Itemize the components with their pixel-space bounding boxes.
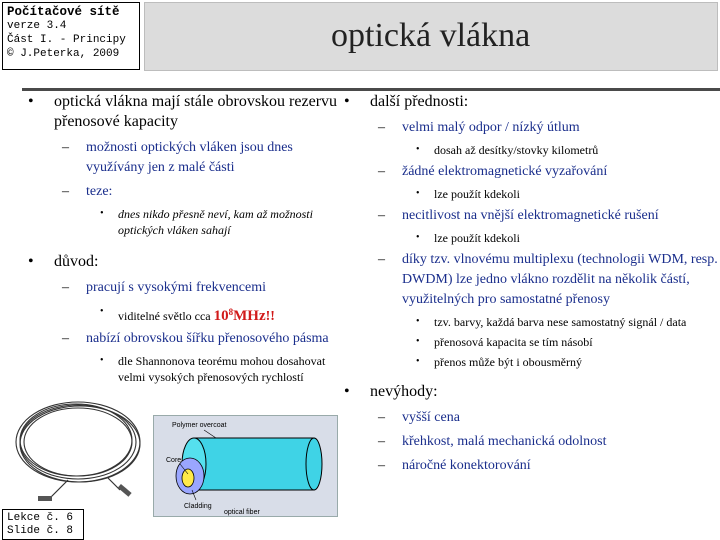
fiber-diagram-svg — [154, 416, 337, 516]
frequency-prefix: viditelné světlo cca — [118, 309, 214, 323]
left-column — [22, 92, 342, 389]
right-column — [338, 92, 720, 480]
diagram-caption: optical fiber — [224, 509, 260, 516]
sub-item: – křehkost, malá mechanická odolnost — [378, 434, 607, 449]
lecture-number: Lekce č. 6 — [7, 512, 74, 524]
sub-item-text: díky tzv. vlnovému multiplexu (technologii WDM, resp. DWDM) lze jedno vlákno rozdělit na několik částí, využitelných pro samostatné přenosy — [402, 252, 718, 307]
frequency-unit: MHz — [233, 308, 266, 324]
core-label: Core — [166, 457, 182, 464]
optical-fiber-diagram — [153, 415, 338, 517]
sub-item: – možnosti optických vláken jsou dnes využívány jen z malé části — [62, 140, 293, 175]
sub-item: – velmi malý odpor / nízký útlum — [378, 120, 580, 135]
course-name: Počítačové sítě — [7, 5, 120, 19]
sub-sub-item: • lze použít kdekoli — [416, 187, 520, 201]
sub-sub-item-text: tzv. barvy, každá barva nese samostatný signál / data — [434, 315, 687, 329]
bullet-text: nevýhody: — [370, 383, 438, 400]
sub-item: – vyšší cena — [378, 410, 460, 425]
sub-item: – teze: — [62, 184, 113, 199]
course-version: verze 3.4 — [7, 20, 67, 32]
bullet-text: důvod: — [54, 253, 99, 270]
fiber-coil-illustration — [8, 392, 158, 507]
course-info-box — [2, 2, 140, 70]
sub-item: – žádné elektromagnetické vyzařování — [378, 164, 608, 179]
sub-item-text: možnosti optických vláken jsou dnes využívány jen z malé části — [86, 140, 293, 175]
sub-item-text: náročné konektorování — [402, 458, 531, 473]
sub-item-text: pracují s vysokými frekvencemi — [86, 280, 267, 295]
slide-title: optická vlákna — [331, 17, 531, 54]
bullet-item: • další přednosti: — [344, 93, 469, 110]
sub-item-text: nabízí obrovskou šířku přenosového pásma — [86, 331, 329, 346]
sub-sub-item-text: lze použít kdekoli — [434, 231, 520, 245]
frequency-suffix: !! — [265, 309, 275, 324]
sub-item-text: velmi malý odpor / nízký útlum — [402, 120, 580, 135]
sub-item-text: vyšší cena — [402, 410, 460, 425]
sub-item-text: žádné elektromagnetické vyzařování — [402, 164, 608, 179]
bullet-item: • optická vlákna mají stále obrovskou rezervu přenosové kapacity — [28, 93, 338, 130]
bullet-item: • nevýhody: — [344, 383, 438, 400]
sub-sub-item: • lze použít kdekoli — [416, 231, 520, 245]
course-part: Část I. - Principy — [7, 34, 126, 46]
sub-item: – necitlivost na vnější elektromagnetické rušení — [378, 208, 659, 223]
sub-item-text: necitlivost na vnější elektromagnetické rušení — [402, 208, 659, 223]
slide-number: Slide č. 8 — [7, 525, 74, 537]
frequency-exponent: 8 — [228, 307, 234, 317]
sub-sub-item: • přenos může být i obousměrný — [416, 355, 582, 369]
sub-sub-item: • přenosová kapacita se tím násobí — [416, 335, 593, 349]
sub-sub-item-text: dosah až desítky/stovky kilometrů — [434, 143, 599, 157]
sub-sub-item-text: přenosová kapacita se tím násobí — [434, 335, 593, 349]
slide-footer — [2, 509, 84, 540]
sub-item-text: křehkost, malá mechanická odolnost — [402, 434, 607, 449]
sub-sub-item: • dnes nikdo přesně neví, kam až možnosti optických vláken sahají — [100, 207, 313, 237]
sub-sub-item: • viditelné světlo cca $10^8MHz$!! — [100, 306, 275, 324]
bullet-text: optická vlákna mají stále obrovskou rezervu přenosové kapacity — [54, 93, 338, 130]
sub-item: – díky tzv. vlnovému multiplexu (technologii WDM, resp. DWDM) lze jedno vlákno rozdělit na několik částí, využitelných pro samostatné přenosy — [378, 252, 718, 307]
polymer-label: Polymer overcoat — [172, 422, 227, 429]
course-author: © J.Peterka, 2009 — [7, 48, 120, 60]
sub-sub-item-text: dnes nikdo přesně neví, kam až možnosti optických vláken sahají — [118, 207, 313, 237]
bullet-text: další přednosti: — [370, 93, 469, 110]
sub-sub-item-text: přenos může být i obousměrný — [434, 355, 582, 369]
sub-item-text: teze: — [86, 184, 113, 199]
sub-sub-item: • dle Shannonova teorému mohou dosahovat velmi vysokých přenosových rychlostí — [100, 354, 326, 384]
sub-item: – nabízí obrovskou šířku přenosového pásma — [62, 331, 329, 346]
sub-item: – náročné konektorování — [378, 458, 531, 473]
cladding-label: Cladding — [184, 503, 212, 510]
sub-sub-item: • dosah až desítky/stovky kilometrů — [416, 143, 599, 157]
title-bar — [144, 2, 718, 71]
title-divider — [22, 88, 720, 91]
frequency-base: 10 — [213, 308, 229, 324]
bullet-item: • důvod: — [28, 253, 99, 270]
sub-sub-item-text: dle Shannonova teorému mohou dosahovat velmi vysokých přenosových rychlostí — [118, 354, 326, 384]
sub-sub-item-text: lze použít kdekoli — [434, 187, 520, 201]
sub-sub-item: • tzv. barvy, každá barva nese samostatný signál / data — [416, 315, 687, 329]
sub-item: – pracují s vysokými frekvencemi — [62, 280, 267, 295]
